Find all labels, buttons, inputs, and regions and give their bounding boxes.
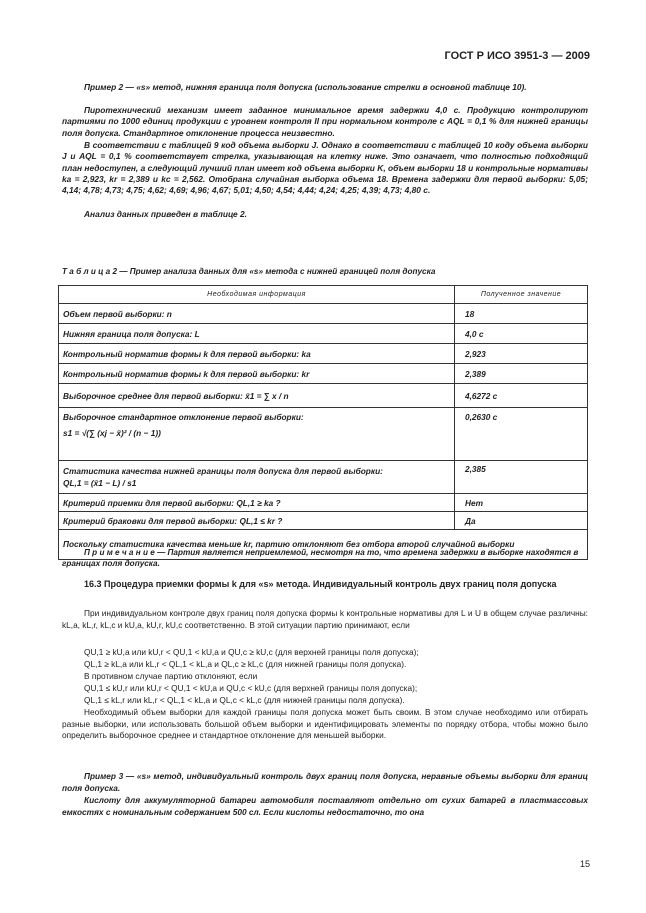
table-row-value: 2,385 <box>455 461 588 494</box>
table-row-label: Контрольный норматив формы k для первой выборки: ka <box>59 344 455 364</box>
table-caption: Т а б л и ц а 2 — Пример анализа данных для «s» метода с нижней границей поля допуска <box>62 267 436 276</box>
example3-title: Пример 3 — «s» метод, индивидуальный контроль двух границ поля допуска, неравные объемы выборки для границ поля допуска. <box>62 771 588 793</box>
table-row-label: Выборочное среднее для первой выборки: x̄1 = ∑ x / n <box>59 384 455 408</box>
table-row-value: Да <box>455 512 588 530</box>
body-para1: При индивидуальном контроле двух границ поля допуска формы k контрольные нормативы для L и U в общем случае различны: kL,a, kL,r, kL,c и kU,a, kU,r, kU,c соответственно. В этой ситуации партию принимают, если <box>62 608 588 630</box>
std-dev-formula: s1 = √(∑ (xj − x̄)² / (n − 1)) <box>63 428 161 438</box>
table-row-label: Контрольный норматив формы k для первой выборки: kr <box>59 364 455 384</box>
example3-text: Кислоту для аккумуляторной батареи автомобиля поставляют отдельно от сухих батарей в пластмассовых емкостях с номинальным содержанием 500 сл. Если кислоты недостаточно, то она <box>62 795 588 817</box>
table-row-label: Критерий приемки для первой выборки: QL,1 ≥ ka ? <box>59 494 455 512</box>
table-row-value: 4,0 с <box>455 324 588 344</box>
table-row-value: 0,2630 с <box>455 408 588 461</box>
example2-title: Пример 2 — «s» метод, нижняя граница поля допуска (использование стрелки в основной таблице 10). <box>84 82 527 92</box>
table-row-value: 18 <box>455 304 588 324</box>
example2-para3: Анализ данных приведен в таблице 2. <box>84 209 248 219</box>
page-number: 15 <box>579 859 590 869</box>
quality-stat-formula: QL,1 = (x̄1 − L) / s1 <box>63 478 137 488</box>
note: П р и м е ч а н и е — Партия является неприемлемой, несмотря на то, что времена задержки в выборке находятся в границах поля допуска. <box>62 548 579 569</box>
example2-para2: В соответствии с таблицей 9 код объема выборки J. Однако в соответствии с таблицей 10 коду объема выборки J и AQL = 0,1 % соответствует стрелка, указывающая на клетку ниже. Это означает, что полностью подходящий план недоступен, а следующий лучший план имеет код объема выборки K, объем выборки 18 и контрольные нормативы ka = 2,923, kr = 2,389 и kc = 2,562. Отобрана случайная выборка объема 18. Времена задержки для первой выборки: 5,05; 4,14; 4,78; 4,73; 4,75; 4,62; 4,69; 4,96; 4,67; 5,01; 4,50; 4,54; 4,44; 4,24; 4,25; 4,39; 4,73; 4,80 с. <box>62 140 588 196</box>
table-row-label: Нижняя граница поля допуска: L <box>59 324 455 344</box>
table-row-label: Объем первой выборки: n <box>59 304 455 324</box>
table-row-value: 2,389 <box>455 364 588 384</box>
equation-2: QL,1 ≥ kL,a или kL,r < QL,1 < kL,a и QL,c ≥ kL,c (для нижней границы поля допуска). <box>84 659 407 669</box>
section-heading: 16.3 Процедура приемки формы k для «s» метода. Индивидуальный контроль двух границ поля допуска <box>84 579 557 589</box>
example2-para1: Пиротехнический механизм имеет заданное минимальное время задержки 4,0 с. Продукцию контролируют партиями по 1000 единиц продукции с уровнем контроля II при нормальном контроле с AQL = 0,1 % для нижней границы поля допуска. Стандартное отклонение процесса неизвестно. <box>62 105 588 138</box>
table-row-label: Статистика качества нижней границы поля допуска для первой выборки: <box>63 466 383 476</box>
body-para3: Необходимый объем выборки для каждой границы поля допуска может быть своим. В этом случае необходимо или отбирать разные выборки, или использовать большой объем выборки и идентифицировать элементы по порядку отбора, чтобы можно было определить выборочное среднее и стандартное отклонение для меньшей выборки. <box>62 707 588 741</box>
data-table <box>58 285 588 560</box>
table-row-value: 2,923 <box>455 344 588 364</box>
table-row-label: Критерий браковки для первой выборки: QL,1 ≤ kr ? <box>59 512 455 530</box>
table-row-label-cell <box>59 461 455 494</box>
equation-1: QU,1 ≥ kU,a или kU,r < QU,1 < kU,a и QU,c ≥ kU,c (для верхней границы поля допуска); <box>84 647 419 657</box>
body-para2: В противном случае партию отклоняют, если <box>84 671 258 681</box>
equation-4: QL,1 ≤ kL,r или kL,r < QL,1 < kL,a и QL,c < kL,c (для нижней границы поля допуска). <box>84 695 405 705</box>
table-head-left: Необходимая информация <box>59 286 455 304</box>
equation-3: QU,1 ≤ kU,r или kU,r < QU,1 < kU,a и QU,c < kU,c (для верхней границы поля допуска); <box>84 683 418 693</box>
table-head-right: Полученное значение <box>455 286 588 304</box>
table-footer: Поскольку статистика качества меньше kr, партию отклоняют без отбора второй случайной выборки <box>59 530 588 560</box>
standard-header: ГОСТ Р ИСО 3951-3 — 2009 <box>444 50 590 62</box>
table-row-value: 4,6272 с <box>455 384 588 408</box>
table-row-label-cell <box>59 408 455 461</box>
table-row-label: Выборочное стандартное отклонение первой выборки: <box>63 412 304 422</box>
table-row-value: Нет <box>455 494 588 512</box>
